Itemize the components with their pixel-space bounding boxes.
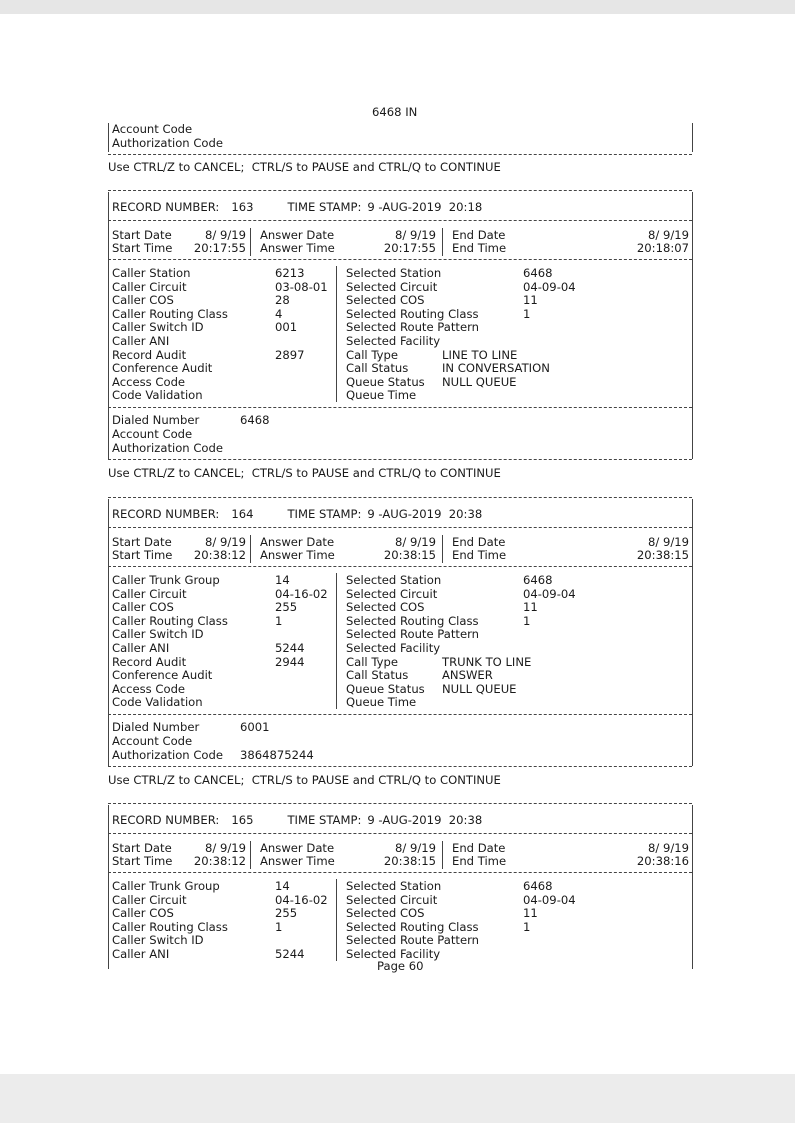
dialing-field-label: Dialed Number [112, 720, 200, 734]
start-date-label: Start Date [112, 228, 172, 242]
dialing-field-label: Account Code [112, 734, 193, 748]
caller-field-label: Caller ANI [112, 641, 170, 655]
time-stamp: 9 -AUG-2019 20:38 [367, 813, 483, 827]
answer-date: 8/ 9/19 [394, 228, 436, 242]
end-date-label: End Date [452, 228, 506, 242]
dashed-separator [108, 190, 692, 191]
caller-field-label: Conference Audit [112, 361, 213, 376]
caller-field-label: Caller Trunk Group [112, 879, 220, 893]
caller-field-value: 03-08-01 [275, 279, 328, 294]
caller-field-label: Caller COS [112, 906, 174, 921]
border-line [442, 841, 443, 869]
border-line [250, 841, 251, 869]
border-line [108, 805, 109, 969]
caller-field-label: Code Validation [112, 388, 203, 403]
record-header-line [112, 508, 482, 521]
selected-field-label: Selected Circuit [346, 586, 438, 601]
caller-field-value: 6213 [275, 266, 305, 280]
start-date: 8/ 9/19 [204, 535, 246, 549]
selected-field-label: Selected Routing Class [346, 613, 479, 628]
border-line [336, 266, 337, 402]
scan-edge-top [0, 0, 795, 14]
answer-time-label: Answer Time [260, 241, 335, 255]
selected-field-value: ANSWER [442, 668, 493, 683]
dialing-field-label: Account Code [112, 427, 193, 441]
caller-field-label: Caller Circuit [112, 586, 187, 601]
record-number-label: RECORD NUMBER: [112, 813, 220, 827]
dashed-separator [108, 154, 692, 155]
caller-field-value: 04-16-02 [275, 586, 328, 601]
caller-field-label: Caller ANI [112, 947, 170, 961]
caller-field-label: Caller Routing Class [112, 306, 228, 321]
time-stamp-label: TIME STAMP: [287, 507, 362, 521]
start-date-label: Start Date [112, 535, 172, 549]
start-time: 20:38:12 [193, 854, 246, 868]
caller-field-label: Access Code [112, 681, 186, 696]
selected-field-label: Call Status [346, 361, 409, 376]
caller-field-label: Caller ANI [112, 334, 170, 348]
selected-field-value: 1 [523, 919, 531, 934]
caller-field-label: Caller Switch ID [112, 320, 204, 335]
border-line [336, 573, 337, 709]
start-time-label: Start Time [112, 548, 173, 562]
selected-field-value: NULL QUEUE [442, 374, 517, 389]
ctrl-message: Use CTRL/Z to CANCEL; CTRL/S to PAUSE and CTRL/Q to CONTINUE [108, 773, 501, 787]
selected-field-label: Selected COS [346, 293, 425, 308]
dialing-field-label: Authorization Code [112, 748, 224, 762]
start-date: 8/ 9/19 [204, 841, 246, 855]
record-header-line [112, 814, 482, 827]
end-time-label: End Time [452, 548, 507, 562]
answer-time-label: Answer Time [260, 548, 335, 562]
selected-field-label: Call Type [346, 654, 398, 669]
start-time: 20:38:12 [193, 548, 246, 562]
answer-time: 20:38:15 [383, 548, 436, 562]
selected-field-value: 6468 [523, 879, 553, 893]
border-line [442, 228, 443, 256]
caller-field-label: Caller Station [112, 266, 191, 280]
page-header: 6468 IN [372, 105, 418, 119]
record-number: 165 [231, 813, 254, 827]
scan-edge-bottom [0, 1074, 795, 1123]
caller-field-value: 5244 [275, 947, 305, 961]
dialing-field-label: Authorization Code [112, 441, 224, 455]
caller-field-label: Caller Circuit [112, 892, 187, 907]
selected-field-label: Call Type [346, 347, 398, 362]
end-time: 20:18:07 [636, 241, 689, 255]
selected-field-label: Queue Time [346, 388, 417, 403]
start-date-label: Start Date [112, 841, 172, 855]
time-stamp-label: TIME STAMP: [287, 813, 362, 827]
border-line [108, 499, 109, 766]
field-label: Account Code [112, 122, 193, 136]
ctrl-message: Use CTRL/Z to CANCEL; CTRL/S to PAUSE and CTRL/Q to CONTINUE [108, 466, 501, 480]
selected-field-label: Call Status [346, 668, 409, 683]
end-date: 8/ 9/19 [647, 535, 689, 549]
selected-field-value: LINE TO LINE [442, 347, 518, 362]
start-time-label: Start Time [112, 854, 173, 868]
dialing-field-label: Dialed Number [112, 413, 200, 427]
border-line [108, 123, 109, 152]
caller-field-value: 4 [275, 306, 283, 321]
selected-field-label: Queue Status [346, 681, 425, 696]
border-line [250, 535, 251, 563]
border-line [250, 228, 251, 256]
end-date: 8/ 9/19 [647, 841, 689, 855]
end-date: 8/ 9/19 [647, 228, 689, 242]
start-time: 20:17:55 [193, 241, 246, 255]
selected-field-label: Queue Status [346, 374, 425, 389]
selected-field-label: Queue Time [346, 695, 417, 710]
border-line [692, 805, 693, 969]
caller-field-label: Caller Switch ID [112, 627, 204, 642]
caller-field-label: Caller Trunk Group [112, 573, 220, 587]
selected-field-label: Selected COS [346, 906, 425, 921]
answer-date-label: Answer Date [260, 228, 335, 242]
end-time-label: End Time [452, 241, 507, 255]
start-time-label: Start Time [112, 241, 173, 255]
start-date: 8/ 9/19 [204, 228, 246, 242]
answer-time: 20:38:15 [383, 854, 436, 868]
caller-field-label: Caller Routing Class [112, 919, 228, 934]
caller-field-label: Record Audit [112, 654, 187, 669]
selected-field-label: Selected Facility [346, 947, 441, 961]
end-time: 20:38:15 [636, 548, 689, 562]
caller-field-value: 2944 [275, 654, 305, 669]
selected-field-label: Selected Facility [346, 641, 441, 655]
caller-field-value: 04-16-02 [275, 892, 328, 907]
dashed-separator [108, 497, 692, 498]
end-time-label: End Time [452, 854, 507, 868]
dashed-separator [108, 566, 692, 567]
selected-field-label: Selected Station [346, 266, 442, 280]
end-date-label: End Date [452, 841, 506, 855]
dialing-field-value: 6001 [240, 720, 270, 734]
dashed-separator [108, 259, 692, 260]
caller-field-label: Conference Audit [112, 668, 213, 683]
selected-field-value: 6468 [523, 266, 553, 280]
selected-field-value: 1 [523, 306, 531, 321]
ctrl-message: Use CTRL/Z to CANCEL; CTRL/S to PAUSE and CTRL/Q to CONTINUE [108, 160, 501, 174]
dashed-separator [108, 714, 692, 715]
dialing-field-value: 3864875244 [240, 748, 314, 762]
dashed-separator [108, 527, 692, 528]
caller-field-value: 2897 [275, 347, 305, 362]
caller-field-label: Access Code [112, 374, 186, 389]
selected-field-value: 04-09-04 [523, 279, 576, 294]
selected-field-value: 04-09-04 [523, 586, 576, 601]
caller-field-value: 255 [275, 600, 298, 615]
border-line [442, 535, 443, 563]
selected-field-label: Selected Circuit [346, 892, 438, 907]
answer-date-label: Answer Date [260, 535, 335, 549]
caller-field-label: Code Validation [112, 695, 203, 710]
selected-field-label: Selected Station [346, 879, 442, 893]
page-footer: Page 60 [377, 959, 424, 973]
border-line [336, 879, 337, 961]
record-number-label: RECORD NUMBER: [112, 200, 220, 214]
answer-time: 20:17:55 [383, 241, 436, 255]
selected-field-value: 11 [523, 600, 538, 615]
end-date-label: End Date [452, 535, 506, 549]
caller-field-value: 14 [275, 879, 290, 893]
dashed-separator [108, 220, 692, 221]
caller-field-value: 1 [275, 613, 283, 628]
dashed-separator [108, 459, 692, 460]
end-time: 20:38:16 [636, 854, 689, 868]
answer-time-label: Answer Time [260, 854, 335, 868]
caller-field-label: Caller Circuit [112, 279, 187, 294]
selected-field-value: IN CONVERSATION [442, 361, 550, 376]
selected-field-label: Selected Route Pattern [346, 627, 479, 642]
caller-field-value: 255 [275, 906, 298, 921]
time-stamp: 9 -AUG-2019 20:18 [367, 200, 483, 214]
border-line [692, 192, 693, 459]
selected-field-value: 04-09-04 [523, 892, 576, 907]
caller-field-value: 28 [275, 293, 290, 308]
caller-field-label: Record Audit [112, 347, 187, 362]
dashed-separator [108, 766, 692, 767]
border-line [692, 499, 693, 766]
dashed-separator [108, 407, 692, 408]
selected-field-value: 1 [523, 613, 531, 628]
border-line [692, 123, 693, 152]
border-line [108, 192, 109, 459]
selected-field-label: Selected Route Pattern [346, 933, 479, 948]
record-number-label: RECORD NUMBER: [112, 507, 220, 521]
caller-field-value: 5244 [275, 641, 305, 655]
caller-field-value: 001 [275, 320, 298, 335]
record-number: 163 [231, 200, 254, 214]
selected-field-label: Selected Routing Class [346, 919, 479, 934]
caller-field-label: Caller COS [112, 600, 174, 615]
selected-field-label: Selected Station [346, 573, 442, 587]
answer-date: 8/ 9/19 [394, 841, 436, 855]
answer-date-label: Answer Date [260, 841, 335, 855]
selected-field-label: Selected COS [346, 600, 425, 615]
caller-field-value: 14 [275, 573, 290, 587]
caller-field-value: 1 [275, 919, 283, 934]
selected-field-label: Selected Routing Class [346, 306, 479, 321]
dashed-separator [108, 803, 692, 804]
selected-field-value: 11 [523, 906, 538, 921]
selected-field-value: 6468 [523, 573, 553, 587]
time-stamp-label: TIME STAMP: [287, 200, 362, 214]
selected-field-value: TRUNK TO LINE [442, 654, 532, 669]
time-stamp: 9 -AUG-2019 20:38 [367, 507, 483, 521]
record-number: 164 [231, 507, 254, 521]
dashed-separator [108, 833, 692, 834]
caller-field-label: Caller COS [112, 293, 174, 308]
record-header-line [112, 201, 482, 214]
dashed-separator [108, 872, 692, 873]
selected-field-label: Selected Circuit [346, 279, 438, 294]
field-label: Authorization Code [112, 136, 224, 150]
caller-field-label: Caller Routing Class [112, 613, 228, 628]
caller-field-label: Caller Switch ID [112, 933, 204, 948]
selected-field-label: Selected Route Pattern [346, 320, 479, 335]
dialing-field-value: 6468 [240, 413, 270, 427]
selected-field-label: Selected Facility [346, 334, 441, 348]
selected-field-value: NULL QUEUE [442, 681, 517, 696]
selected-field-value: 11 [523, 293, 538, 308]
answer-date: 8/ 9/19 [394, 535, 436, 549]
